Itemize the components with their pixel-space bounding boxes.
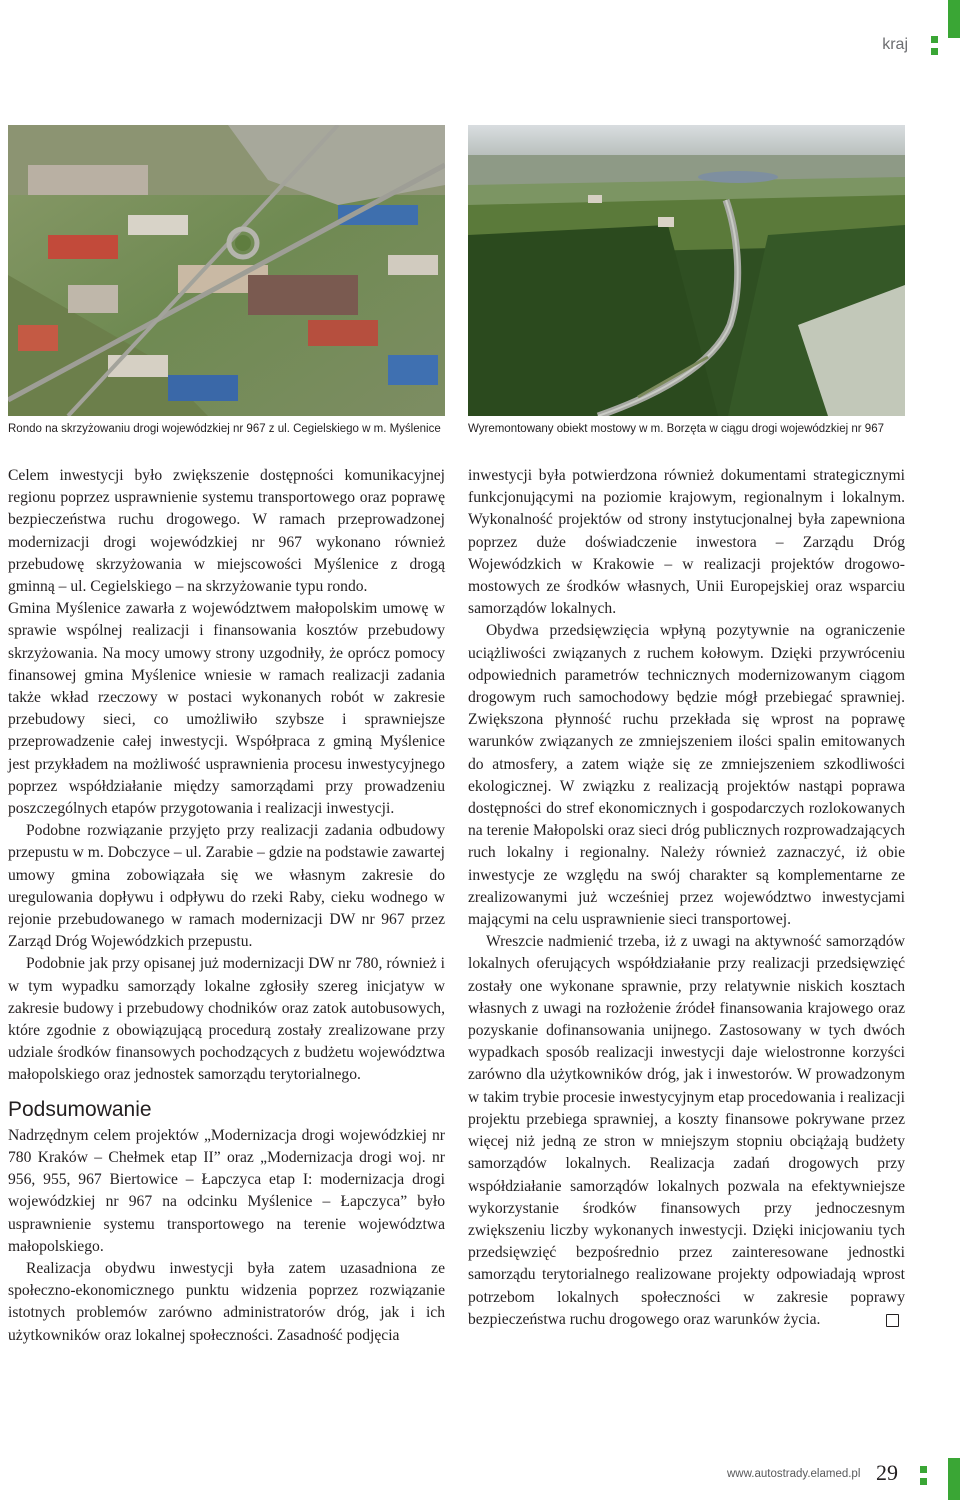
article-column-right bbox=[468, 465, 905, 1331]
bridge-road-photo bbox=[468, 125, 905, 416]
section-label: kraj bbox=[882, 36, 908, 53]
paragraph: Celem inwestycji było zwiększenie dostępności komunikacyjnej regionu poprzez usprawnienie systemu transportowego oraz poprawę bezpieczeństwa ruchu drogowego. W ramach przeprowadzonej modernizacji drogi wojewódzkiej nr 967 wykonano również przebudowę skrzyżowania w miejscowości Myślenice z drogą gminną – ul. Cegielskiego – na skrzyżowanie typu rondo. bbox=[8, 467, 445, 596]
paragraph: Obydwa przedsięwzięcia wpłyną pozytywnie na ograniczenie uciążliwości związanych z ruchem kołowym. Dzięki przywróceniu odpowiednich parametrów technicznych modernizowanym ciągom drogowym ruch samochodowy będzie mógł przebiegać sprawniej. Zwiększona płynność ruchu przekłada się wprost na poprawę warunków związanych ze zmniejszeniem ilości spalin emitowanych do atmosfery, a zatem wiąże się ze zmniejszeniem szkodliwości ekologicznej. W związku z realizacją projektów nastąpi poprawa dostępności do stref ekonomicznych i gospodarczych rozlokowanych na terenie Małopolski oraz sieci dróg publicznych rozprowadzających ruch lokalny i regionalny. Należy również zaznaczyć, iż obie inwestycje ze względu na swój charakter są komplementarne ze zrealizowanymi już wcześniej przez województwo inwestycjami mającymi na celu usprawnienie sieci transportowej. bbox=[468, 622, 905, 929]
paragraph-text: Wreszcie nadmienić trzeba, iż z uwagi na aktywność samorządów lokalnych oferujących współdziałanie przy realizacji przedsięwzięć zostały one wykonane sprawnie, przy relatywnie niskich kosztach własnych z uwagi na rozłożenie źródeł finansowania krajowego oraz pozyskanie dofinansowania unijnego. Zastosowany w tych dwóch wypadkach sposób realizacji inwestycji daje wielostronne korzyści zarówno dla użytkowników dróg, jak i inwestorów. W prowadzonym w takim trybie procesie inwestycyjnym etap procedowania i realizacji projektu przebiega sprawniej, a koszty finansowe pokrywane przez więcej niż jedną ze stron w mniejszym stopniu obciążają budżety samorządów lokalnych. Realizacja zadań drogowych przy współdziałanie samorządów lokalnych pozwala na efektywniejsze wykorzystanie środków finansowych przy jednoczesnym zwiększeniu liczby wykonanych inwestycji. Dzięki inicjowaniu tych przedsięwzięć bezpośrednio przez zainteresowane jednostki samorządu terytorialnego realizowane projekty odpowiadają wprost potrzebom lokalnych społeczności w zakresie poprawy bezpieczeństwa ruchu drogowego oraz warunków życia. bbox=[468, 933, 905, 1328]
article-column-left bbox=[8, 465, 445, 1347]
end-of-article-box-icon bbox=[886, 1314, 899, 1327]
footer-website-url: www.autostrady.elamed.pl bbox=[727, 1468, 861, 1480]
roundabout-aerial-photo bbox=[8, 125, 445, 416]
paragraph: inwestycji była potwierdzona również dokumentami strategicznymi funkcjonującymi na poziomie krajowym, regionalnym i lokalnym. Wykonalność projektów od strony instytucjonalnej była zapewniona poprzez duże doświadczenie inwestora – Zarządu Dróg Wojewódzkich w Krakowie – w realizacji projektów drogowo-mostowych ze środków własnych, Unii Europejskiej oraz wsparciu samorządów lokalnych. bbox=[468, 467, 905, 618]
paragraph: Podobne rozwiązanie przyjęto przy realizacji zadania odbudowy przepustu w m. Dobczyce – ul. Zarabie – gdzie na podstawie zawartej umowy gmina zobowiązała się we własnym zakresie do uregulowania dopływu i odpływu do rzeki Raby, cieku wodnego w rejonie przebudowanego w ramach modernizacji DW nr 967 przez Zarząd Dróg Wojewódzkich przepustu. bbox=[8, 822, 445, 951]
page-number: 29 bbox=[876, 1460, 898, 1485]
photo-caption-left: Rondo na skrzyżowaniu drogi wojewódzkiej nr 967 z ul. Cegielskiego w m. Myślenice bbox=[8, 423, 441, 435]
corner-brand-mark bbox=[916, 0, 960, 60]
section-heading: Podsumowanie bbox=[8, 1097, 152, 1121]
photo-caption-right: Wyremontowany obiekt mostowy w m. Borzęta w ciągu drogi wojewódzkiej nr 967 bbox=[468, 423, 884, 435]
paragraph: Realizacja obydwu inwestycji była zatem uzasadniona ze społeczno-ekonomicznego punktu widzenia poprzez rozwiązanie istotnych problemów zarówno administratorów dróg, jak i ich użytkowników oraz lokalnej społeczności. Zasadność podjęcia bbox=[8, 1259, 445, 1344]
paragraph: Gmina Myślenice zawarła z województwem małopolskim umowę w sprawie wspólnej realizacji i finansowania kosztów przebudowy skrzyżowania. Na mocy umowy strony uzgodniły, że oprócz pomocy finansowej gmina Myślenice wniesie w ramach realizacji zadania także wkład rzeczowy w postaci wykonanych robót w zakresie przebudowy sieci, co umożliwiło szybsze i sprawniejsze przeprowadzenie całej inwestycji. Współpraca z gminą Myślenice jest przykładem na możliwość usprawnienia procesu inwestycyjnego poprzez współdziałanie między samorządami przy prowadzeniu poszczególnych etapów przygotowania i realizacji inwestycji. bbox=[8, 600, 445, 818]
paragraph bbox=[468, 931, 905, 1331]
paragraph: Nadrzędnym celem projektów „Modernizacja drogi wojewódzkiej nr 780 Kraków – Chełmek etap II” oraz „Modernizacja drogi woj. nr 956, 955, 967 Biertowice – Łapczyca etap I: modernizacja drogi wojewódzkiej nr 967 na odcinku Myślenice – Łapczyca” było usprawnienie systemu transportowego na terenie województwa małopolskiego. bbox=[8, 1126, 445, 1255]
paragraph: Podobnie jak przy opisanej już modernizacji DW nr 780, również i w tym wypadku samorządy lokalne zgłosiły szereg inicjatyw w zakresie budowy i przebudowy chodników oraz zatok autobusowych, które zgodnie z obowiązującą procedurą zostały zrealizowane przy udziale środków finansowych pochodzących z budżetu województwa małopolskiego oraz jednostek samorządu terytorialnego. bbox=[8, 955, 445, 1084]
